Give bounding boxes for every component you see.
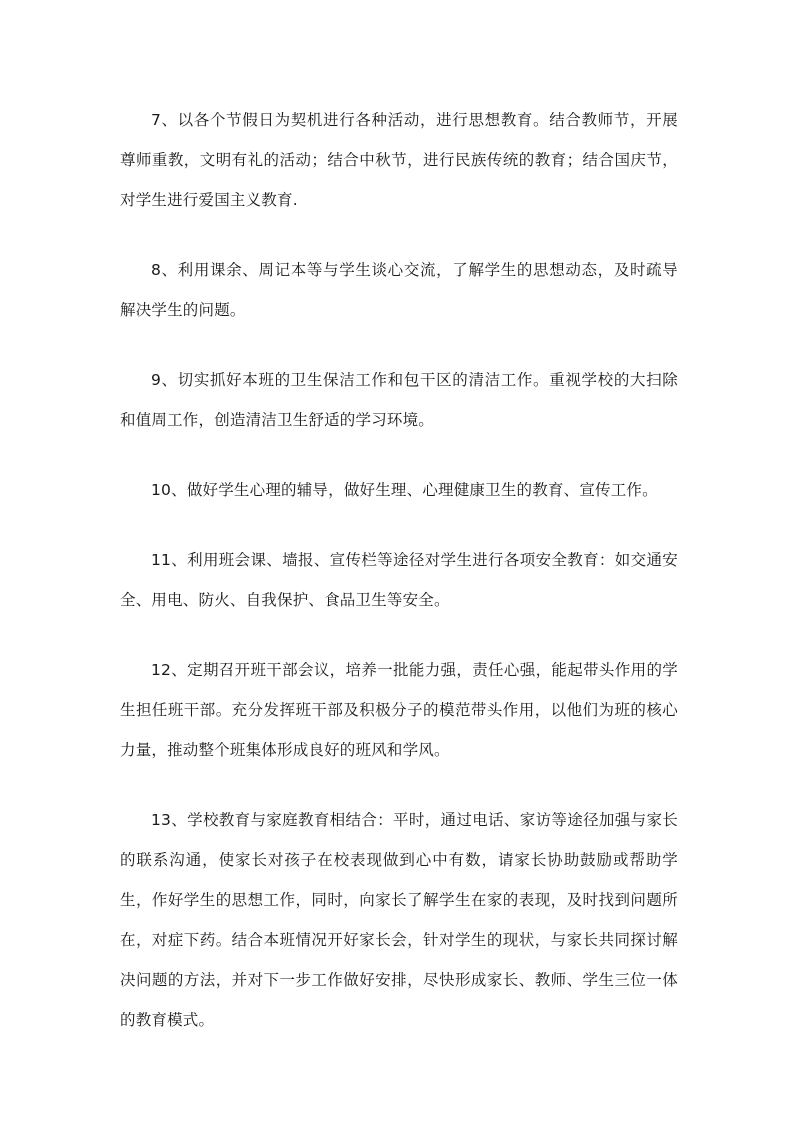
paragraph-item-9: 9、切实抓好本班的卫生保洁工作和包干区的清洁工作。重视学校的大扫除和值周工作，创造清洁卫生舒适的学习环境。	[120, 371, 678, 429]
paragraph-item-12: 12、定期召开班干部会议，培养一批能力强，责任心强，能起带头作用的学生担任班干部。充分发挥班干部及积极分子的模范带头作用，以他们为班的核心力量，推动整个班集体形成良好的班风和学风。	[120, 661, 678, 759]
paragraph-item-11: 11、利用班会课、墙报、宣传栏等途径对学生进行各项安全教育：如交通安全、用电、防火、自我保护、食品卫生等安全。	[120, 551, 678, 609]
paragraph-item-13: 13、学校教育与家庭教育相结合：平时，通过电话、家访等途径加强与家长的联系沟通，使家长对孩子在校表现做到心中有数，请家长协助鼓励或帮助学生，作好学生的思想工作，同时，向家长了解学生在家的表现，及时找到问题所在，对症下药。结合本班情况开好家长会，针对学生的现状，与家长共同探讨解决问题的方法，并对下一步工作做好安排，尽快形成家长、教师、学生三位一体的教育模式。	[120, 811, 678, 1029]
paragraph-item-8: 8、利用课余、周记本等与学生谈心交流，了解学生的思想动态，及时疏导解决学生的问题。	[120, 261, 678, 319]
paragraph-item-10: 10、做好学生心理的辅导，做好生理、心理健康卫生的教育、宣传工作。	[151, 481, 658, 499]
document-body	[120, 100, 678, 1070]
paragraph-item-7: 7、以各个节假日为契机进行各种活动，进行思想教育。结合教师节，开展尊师重教，文明有礼的活动；结合中秋节，进行民族传统的教育；结合国庆节，对学生进行爱国主义教育.	[120, 111, 678, 209]
